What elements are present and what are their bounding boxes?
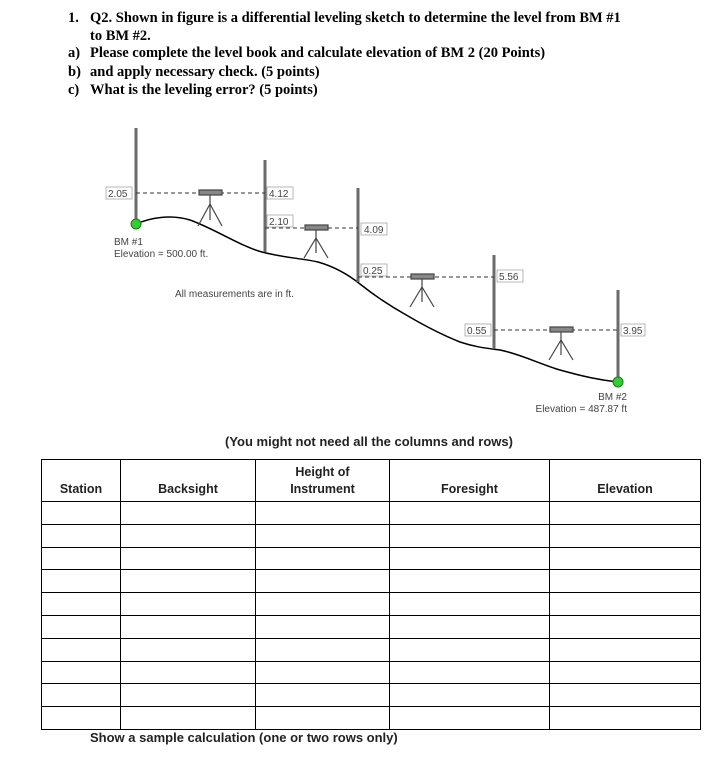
bm1-elevation: Elevation = 500.00 ft.	[114, 249, 209, 260]
column-header-elevation: Elevation	[550, 460, 701, 502]
table-cell-foresight[interactable]	[390, 707, 550, 730]
table-cell-height-of-instrument[interactable]	[256, 707, 390, 730]
table-cell-foresight[interactable]	[390, 502, 550, 525]
bm2-label: BM #2	[598, 392, 627, 403]
part-text: What is the leveling error? (5 points)	[90, 82, 318, 98]
sample-calculation-note: Show a sample calculation (one or two rows only)	[90, 730, 398, 745]
table-cell-backsight[interactable]	[121, 707, 256, 730]
table-cell-station[interactable]	[42, 638, 121, 661]
table-cell-height-of-instrument[interactable]	[256, 638, 390, 661]
table-cell-height-of-instrument[interactable]	[256, 615, 390, 638]
table-cell-station[interactable]	[42, 570, 121, 593]
table-cell-backsight[interactable]	[121, 684, 256, 707]
column-header-foresight: Foresight	[390, 460, 550, 502]
question-line-1: Q2. Shown in figure is a differential leveling sketch to determine the level from BM #1	[90, 10, 621, 26]
column-header-station: Station	[42, 460, 121, 502]
table-cell-station[interactable]	[42, 707, 121, 730]
level-instrument-icon	[410, 274, 434, 307]
bm1-label: BM #1	[114, 237, 143, 248]
bm2-elevation: Elevation = 487.87 ft	[535, 404, 627, 415]
table-cell-elevation[interactable]	[550, 615, 701, 638]
table-cell-elevation[interactable]	[550, 593, 701, 616]
table-cell-backsight[interactable]	[121, 570, 256, 593]
table-cell-elevation[interactable]	[550, 661, 701, 684]
table-cell-height-of-instrument[interactable]	[256, 570, 390, 593]
table-cell-height-of-instrument[interactable]	[256, 684, 390, 707]
units-note: All measurements are in ft.	[175, 289, 294, 300]
table-row	[42, 570, 701, 593]
table-cell-foresight[interactable]	[390, 570, 550, 593]
table-cell-elevation[interactable]	[550, 547, 701, 570]
table-cell-backsight[interactable]	[121, 615, 256, 638]
part-label: a)	[68, 45, 81, 61]
rod-reading: 0.25	[363, 266, 383, 277]
level-book-table	[41, 459, 701, 730]
table-cell-backsight[interactable]	[121, 502, 256, 525]
table-row	[42, 684, 701, 707]
rod-reading: 4.09	[364, 225, 384, 236]
table-cell-station[interactable]	[42, 661, 121, 684]
part-label: b)	[68, 64, 81, 80]
table-cell-station[interactable]	[42, 615, 121, 638]
table-row	[42, 638, 701, 661]
bm1-marker	[131, 219, 141, 229]
rod-reading: 3.95	[623, 326, 643, 337]
table-header-row	[42, 460, 701, 502]
table-row	[42, 502, 701, 525]
part-label: c)	[68, 82, 80, 98]
table-cell-foresight[interactable]	[390, 661, 550, 684]
level-instrument-icon	[304, 225, 328, 258]
table-cell-station[interactable]	[42, 502, 121, 525]
table-note: (You might not need all the columns and rows)	[225, 434, 513, 449]
table-cell-backsight[interactable]	[121, 638, 256, 661]
table-row	[42, 615, 701, 638]
table-cell-height-of-instrument[interactable]	[256, 524, 390, 547]
question-line-2: to BM #2.	[90, 28, 151, 44]
table-cell-elevation[interactable]	[550, 684, 701, 707]
table-row	[42, 707, 701, 730]
table-cell-backsight[interactable]	[121, 593, 256, 616]
table-row	[42, 547, 701, 570]
leveling-rods	[136, 128, 618, 382]
part-text: and apply necessary check. (5 points)	[90, 64, 320, 80]
sight-lines	[136, 193, 618, 330]
table-cell-backsight[interactable]	[121, 524, 256, 547]
table-cell-elevation[interactable]	[550, 570, 701, 593]
table-cell-foresight[interactable]	[390, 638, 550, 661]
table-cell-foresight[interactable]	[390, 593, 550, 616]
rod-reading: 0.55	[467, 326, 487, 337]
rod-reading: 5.56	[499, 272, 519, 283]
table-cell-backsight[interactable]	[121, 547, 256, 570]
table-cell-foresight[interactable]	[390, 547, 550, 570]
table-cell-station[interactable]	[42, 524, 121, 547]
table-cell-foresight[interactable]	[390, 615, 550, 638]
table-row	[42, 524, 701, 547]
table-body	[42, 502, 701, 730]
column-header-height-of-instrument: Height of Instrument	[256, 460, 390, 502]
level-instrument-icon	[549, 327, 573, 360]
table-cell-height-of-instrument[interactable]	[256, 547, 390, 570]
table-cell-foresight[interactable]	[390, 524, 550, 547]
table-cell-station[interactable]	[42, 684, 121, 707]
bm2-marker	[613, 377, 623, 387]
table-row	[42, 661, 701, 684]
table-cell-elevation[interactable]	[550, 707, 701, 730]
table-cell-elevation[interactable]	[550, 638, 701, 661]
rod-reading: 4.12	[269, 189, 289, 200]
table-row	[42, 593, 701, 616]
table-cell-height-of-instrument[interactable]	[256, 502, 390, 525]
table-cell-station[interactable]	[42, 547, 121, 570]
table-cell-station[interactable]	[42, 593, 121, 616]
column-header-backsight: Backsight	[121, 460, 256, 502]
table-cell-height-of-instrument[interactable]	[256, 661, 390, 684]
table-cell-elevation[interactable]	[550, 524, 701, 547]
level-instrument-icon	[198, 190, 222, 226]
table-cell-backsight[interactable]	[121, 661, 256, 684]
question-number: 1.	[68, 10, 79, 26]
rod-reading: 2.10	[269, 217, 289, 228]
table-cell-foresight[interactable]	[390, 684, 550, 707]
table-cell-elevation[interactable]	[550, 502, 701, 525]
table-cell-height-of-instrument[interactable]	[256, 593, 390, 616]
part-text: Please complete the level book and calculate elevation of BM 2 (20 Points)	[90, 45, 546, 61]
rod-reading: 2.05	[108, 189, 128, 200]
